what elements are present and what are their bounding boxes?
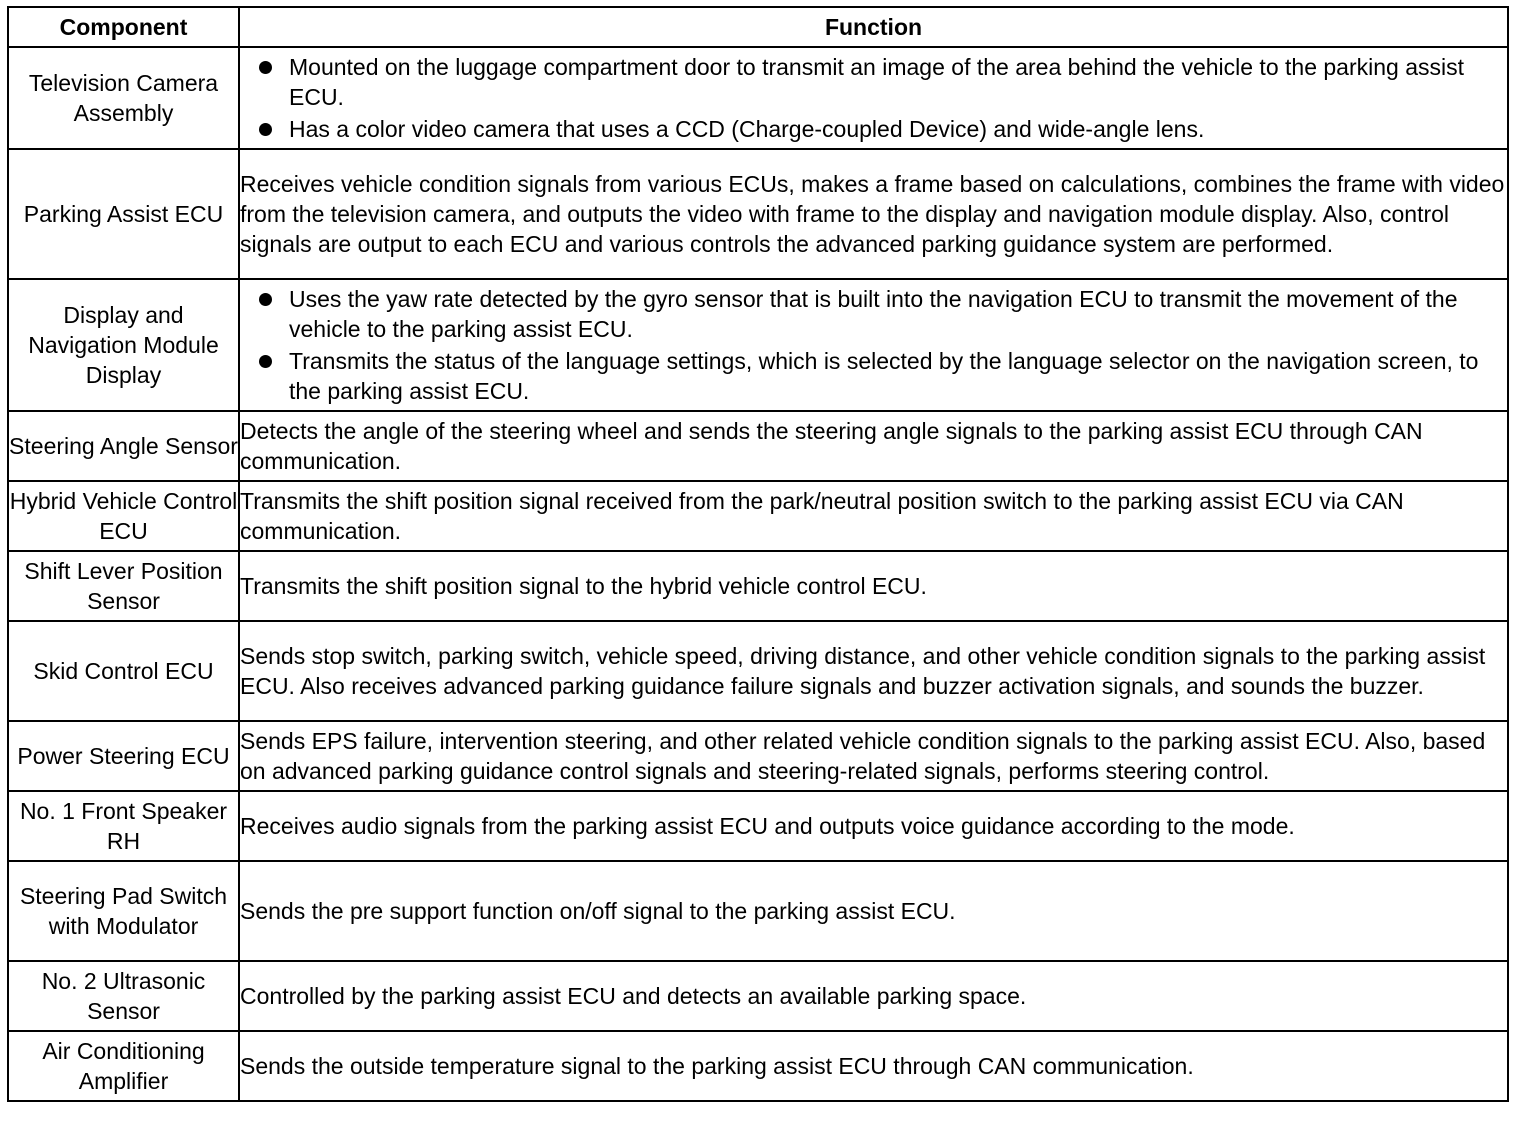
table-row xyxy=(8,481,1508,551)
table-header-row xyxy=(8,7,1508,47)
function-bullet-list xyxy=(240,52,1507,144)
function-cell: Sends stop switch, parking switch, vehicle speed, driving distance, and other vehicle condition signals to the parking assist ECU. Also receives advanced parking guidance failure signals and buzzer activation signals, and sounds the buzzer. xyxy=(239,621,1508,721)
table-row xyxy=(8,279,1508,411)
table-row xyxy=(8,411,1508,481)
component-cell: Display and Navigation Module Display xyxy=(8,279,239,411)
function-cell: Detects the angle of the steering wheel and sends the steering angle signals to the parking assist ECU through CAN communication. xyxy=(239,411,1508,481)
bullet-dot-icon xyxy=(259,123,272,136)
component-cell: Steering Pad Switch with Modulator xyxy=(8,861,239,961)
component-cell: Air Conditioning Amplifier xyxy=(8,1031,239,1101)
bullet-item xyxy=(240,114,1507,144)
component-cell: Power Steering ECU xyxy=(8,721,239,791)
function-cell xyxy=(239,47,1508,149)
function-cell: Sends the pre support function on/off signal to the parking assist ECU. xyxy=(239,861,1508,961)
bullet-item xyxy=(240,346,1507,406)
function-cell: Sends EPS failure, intervention steering, and other related vehicle condition signals to the parking assist ECU. Also, based on advanced parking guidance control signals and steering-related signals, performs steering control. xyxy=(239,721,1508,791)
table-row xyxy=(8,149,1508,279)
component-cell: Skid Control ECU xyxy=(8,621,239,721)
function-cell: Transmits the shift position signal received from the park/neutral position switch to the parking assist ECU via CAN communication. xyxy=(239,481,1508,551)
table-row xyxy=(8,861,1508,961)
table-row xyxy=(8,961,1508,1031)
component-cell: Steering Angle Sensor xyxy=(8,411,239,481)
function-cell: Controlled by the parking assist ECU and detects an available parking space. xyxy=(239,961,1508,1031)
table-row xyxy=(8,721,1508,791)
table-row xyxy=(8,47,1508,149)
bullet-item xyxy=(240,284,1507,344)
component-function-table xyxy=(7,6,1509,1102)
component-cell: No. 1 Front Speaker RH xyxy=(8,791,239,861)
component-cell: Hybrid Vehicle Control ECU xyxy=(8,481,239,551)
header-function: Function xyxy=(239,7,1508,47)
function-cell: Sends the outside temperature signal to the parking assist ECU through CAN communication. xyxy=(239,1031,1508,1101)
bullet-text: Has a color video camera that uses a CCD (Charge-coupled Device) and wide-angle lens. xyxy=(289,116,1205,142)
header-component: Component xyxy=(8,7,239,47)
component-cell: Television Camera Assembly xyxy=(8,47,239,149)
component-cell: Parking Assist ECU xyxy=(8,149,239,279)
bullet-text: Uses the yaw rate detected by the gyro sensor that is built into the navigation ECU to transmit the movement of the vehicle to the parking assist ECU. xyxy=(289,286,1458,342)
component-cell: No. 2 Ultrasonic Sensor xyxy=(8,961,239,1031)
function-cell: Receives vehicle condition signals from various ECUs, makes a frame based on calculations, combines the frame with video from the television camera, and outputs the video with frame to the display and navigation module display. Also, control signals are output to each ECU and various controls the advanced parking guidance system are performed. xyxy=(239,149,1508,279)
bullet-dot-icon xyxy=(259,355,272,368)
function-cell xyxy=(239,279,1508,411)
table-row xyxy=(8,621,1508,721)
bullet-text: Transmits the status of the language settings, which is selected by the language selector on the navigation screen, to the parking assist ECU. xyxy=(289,348,1479,404)
function-bullet-list xyxy=(240,284,1507,406)
function-cell: Transmits the shift position signal to the hybrid vehicle control ECU. xyxy=(239,551,1508,621)
component-cell: Shift Lever Position Sensor xyxy=(8,551,239,621)
table-row xyxy=(8,1031,1508,1101)
bullet-dot-icon xyxy=(259,293,272,306)
bullet-dot-icon xyxy=(259,61,272,74)
table-row xyxy=(8,791,1508,861)
table-row xyxy=(8,551,1508,621)
function-cell: Receives audio signals from the parking assist ECU and outputs voice guidance according to the mode. xyxy=(239,791,1508,861)
bullet-text: Mounted on the luggage compartment door to transmit an image of the area behind the vehicle to the parking assist ECU. xyxy=(289,54,1464,110)
bullet-item xyxy=(240,52,1507,112)
